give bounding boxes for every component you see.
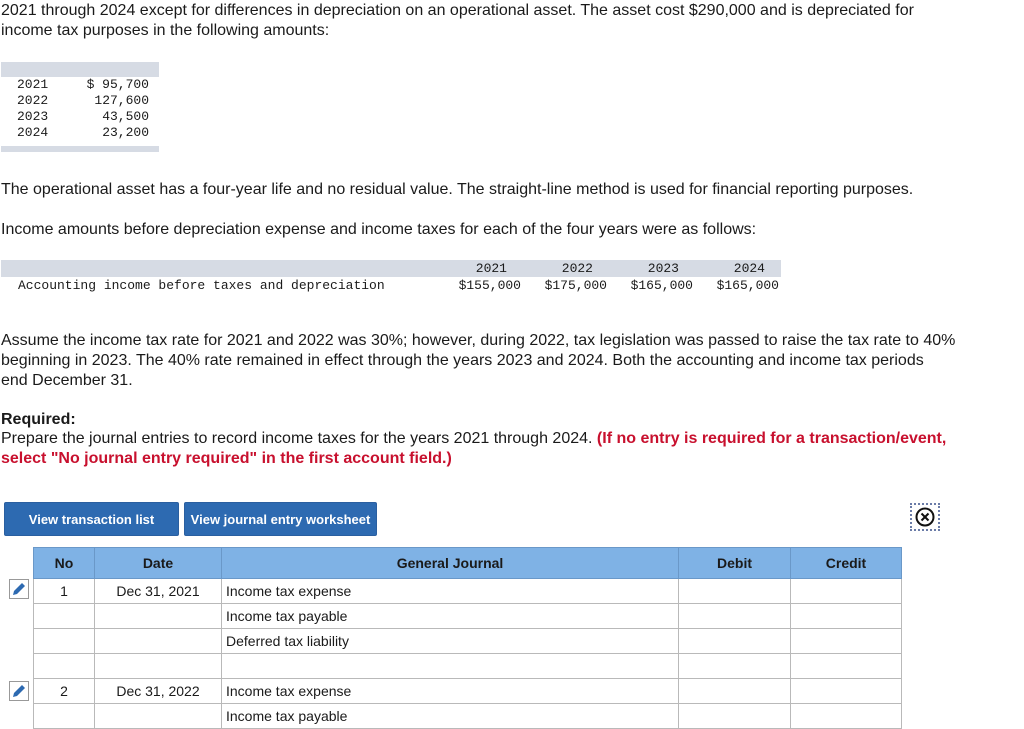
amount-cell: 23,200 <box>102 125 149 140</box>
journal-header-row <box>34 548 902 579</box>
view-journal-entry-worksheet-button[interactable]: View journal entry worksheet <box>184 502 377 536</box>
date-cell <box>95 704 222 729</box>
no-cell <box>34 654 95 679</box>
value-cell: $175,000 <box>544 278 607 293</box>
row-label: Accounting income before taxes and depreciation <box>18 278 385 293</box>
date-cell: Dec 31, 2022 <box>95 679 222 704</box>
header-credit: Credit <box>791 548 902 579</box>
no-cell <box>34 704 95 729</box>
table-row <box>34 654 902 679</box>
table-row <box>34 579 902 604</box>
year-header: 2021 <box>475 261 507 276</box>
tax-depreciation-table <box>1 62 159 152</box>
debit-cell[interactable] <box>679 629 791 654</box>
income-table-header <box>1 260 781 277</box>
date-cell <box>95 629 222 654</box>
table-row <box>34 679 902 704</box>
tax-rate-line-3: end December 31. <box>1 372 133 389</box>
debit-cell[interactable] <box>679 604 791 629</box>
debit-cell[interactable] <box>679 654 791 679</box>
year-cell: 2024 <box>17 125 49 140</box>
intro-line-1: 2021 through 2024 except for differences in depreciation on an operational asset. The asset cost $290,000 and is depreciated for <box>1 2 914 19</box>
table-row <box>1 93 159 109</box>
credit-cell[interactable] <box>791 579 902 604</box>
year-cell: 2021 <box>17 77 49 92</box>
account-cell[interactable] <box>222 654 679 679</box>
credit-cell[interactable] <box>791 654 902 679</box>
account-cell[interactable]: Deferred tax liability <box>222 629 679 654</box>
year-cell: 2022 <box>17 93 49 108</box>
no-cell: 1 <box>34 579 95 604</box>
year-header: 2022 <box>561 261 593 276</box>
income-intro-text: Income amounts before depreciation expense and income taxes for each of the four years were as follows: <box>1 221 757 238</box>
header-date: Date <box>95 548 222 579</box>
intro-line-2: income tax purposes in the following amounts: <box>1 22 330 39</box>
table-row <box>1 277 781 295</box>
journal-table <box>33 547 902 729</box>
date-cell <box>95 604 222 629</box>
close-button[interactable] <box>910 503 940 531</box>
no-cell <box>34 629 95 654</box>
value-cell: $165,000 <box>716 278 779 293</box>
account-cell[interactable]: Income tax expense <box>222 679 679 704</box>
table-row <box>34 629 902 654</box>
required-note-continued: select "No journal entry required" in the first account field.) <box>1 450 452 467</box>
credit-cell[interactable] <box>791 679 902 704</box>
header-no: No <box>34 548 95 579</box>
required-label: Required: <box>1 411 76 428</box>
required-instructions <box>1 429 946 449</box>
table-row <box>1 77 159 93</box>
year-cell: 2023 <box>17 109 49 124</box>
date-cell: Dec 31, 2021 <box>95 579 222 604</box>
income-table <box>1 260 781 295</box>
year-header: 2024 <box>733 261 765 276</box>
credit-cell[interactable] <box>791 704 902 729</box>
header-general-journal: General Journal <box>222 548 679 579</box>
close-circle-icon <box>915 507 935 527</box>
edit-entry-1-button[interactable] <box>9 579 29 599</box>
credit-cell[interactable] <box>791 629 902 654</box>
account-cell[interactable]: Income tax expense <box>222 579 679 604</box>
asset-life-text: The operational asset has a four-year life and no residual value. The straight-line method is used for financial reporting purposes. <box>1 181 914 198</box>
debit-cell[interactable] <box>679 704 791 729</box>
required-text: Prepare the journal entries to record income taxes for the years 2021 through 2024. <box>1 430 593 447</box>
table-band-bottom <box>1 146 159 152</box>
required-note: (If no entry is required for a transaction/event, <box>596 430 947 447</box>
amount-cell: $ 95,700 <box>86 77 149 92</box>
table-row <box>1 125 159 141</box>
table-row <box>1 109 159 125</box>
value-cell: $165,000 <box>630 278 693 293</box>
edit-entry-2-button[interactable] <box>9 681 29 701</box>
pencil-icon <box>10 580 28 598</box>
account-cell[interactable]: Income tax payable <box>222 704 679 729</box>
debit-cell[interactable] <box>679 679 791 704</box>
debit-cell[interactable] <box>679 579 791 604</box>
table-row <box>34 604 902 629</box>
date-cell <box>95 654 222 679</box>
amount-cell: 43,500 <box>102 109 149 124</box>
value-cell: $155,000 <box>458 278 521 293</box>
tax-rate-line-2: beginning in 2023. The 40% rate remained in effect through the years 2023 and 2024. Both the accounting and income tax periods <box>1 352 924 369</box>
account-cell[interactable]: Income tax payable <box>222 604 679 629</box>
table-band-top <box>1 62 159 77</box>
amount-cell: 127,600 <box>94 93 149 108</box>
tax-rate-line-1: Assume the income tax rate for 2021 and 2022 was 30%; however, during 2022, tax legislation was passed to raise the tax rate to 40% <box>1 332 956 349</box>
header-debit: Debit <box>679 548 791 579</box>
no-cell <box>34 604 95 629</box>
view-transaction-list-button[interactable]: View transaction list <box>4 502 179 536</box>
table-row <box>34 704 902 729</box>
year-header: 2023 <box>647 261 679 276</box>
pencil-icon <box>10 682 28 700</box>
credit-cell[interactable] <box>791 604 902 629</box>
no-cell: 2 <box>34 679 95 704</box>
